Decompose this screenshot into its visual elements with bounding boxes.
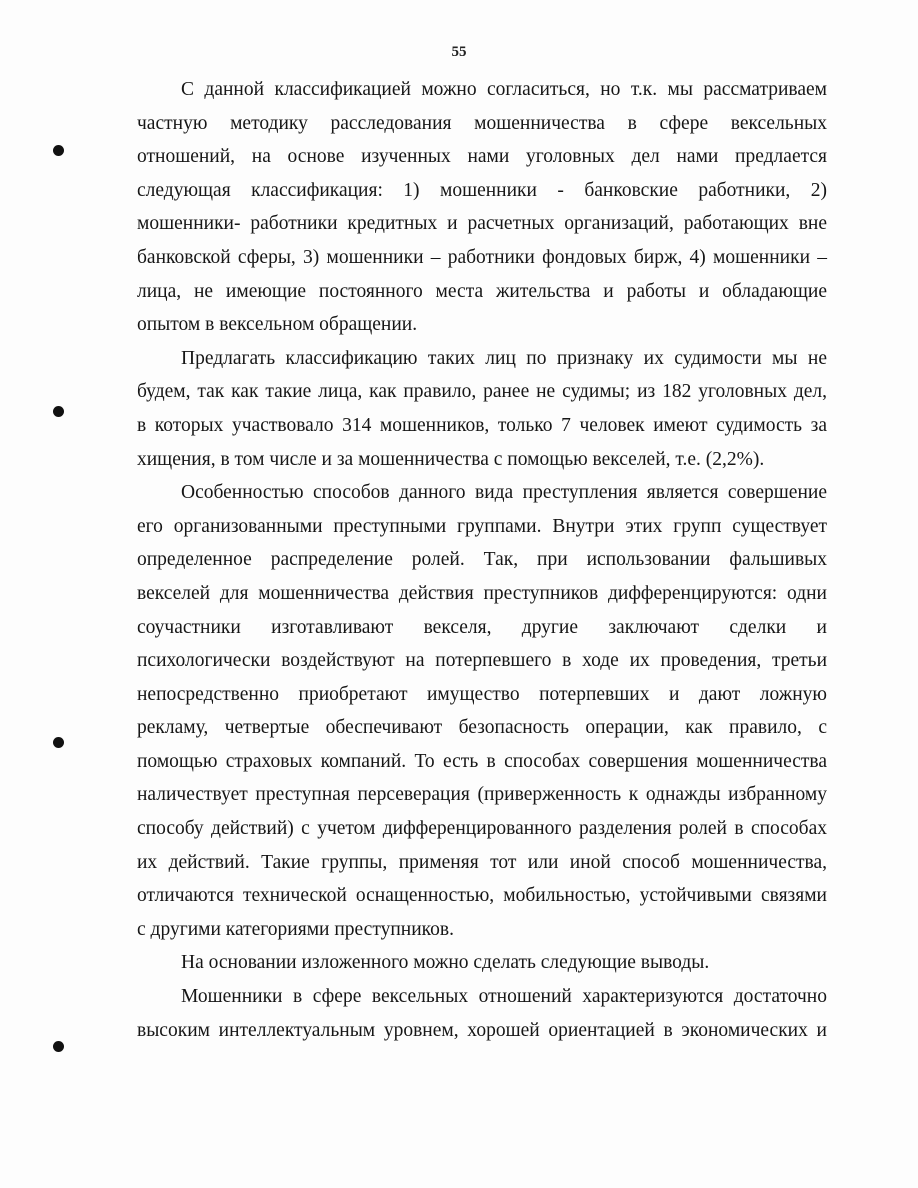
text-line: их действий. Такие группы, применяя тот или иной способ мошенничества, <box>137 851 827 873</box>
text-line: банковской сферы, 3) мошенники – работники фондовых бирж, 4) мошенники – <box>137 246 827 268</box>
text-line: способу действий) с учетом дифференцированного разделения ролей в способах <box>137 818 827 840</box>
text-line: помощью страховых компаний. То есть в способах совершения мошенничества <box>137 750 827 772</box>
text-line: психологически воздействуют на потерпевшего в ходе их проведения, третьи <box>137 650 827 672</box>
text-line: его организованными преступными группами. Внутри этих групп существует <box>137 515 827 537</box>
text-line: опытом в вексельном обращении. <box>137 314 418 336</box>
punch-hole-mark <box>53 737 64 748</box>
text-line: С данной классификацией можно согласиться, но т.к. мы рассматриваем <box>181 79 827 100</box>
text-line: лица, не имеющие постоянного места жительства и работы и обладающие <box>137 280 827 302</box>
text-line: с другими категориями преступников. <box>137 918 454 940</box>
text-line: рекламу, четвертые обеспечивают безопасность операции, как правило, с <box>137 717 827 739</box>
text-line: На основании изложенного можно сделать следующие выводы. <box>181 952 710 974</box>
text-line: Особенностью способов данного вида преступления является совершение <box>181 482 827 504</box>
text-line: следующая классификация: 1) мошенники - банковские работники, 2) <box>137 179 827 201</box>
punch-hole-mark <box>53 1041 64 1052</box>
text-line: будем, так как такие лица, как правило, ранее не судимы; из 182 уголовных дел, <box>137 381 827 403</box>
body-text <box>137 73 827 1047</box>
text-line: наличествует преступная персеверация (приверженность к однажды избранному <box>137 784 827 806</box>
text-line: отличаются технической оснащенностью, мобильностью, устойчивыми связями <box>137 885 827 907</box>
text-line: отношений, на основе изученных нами уголовных дел нами предлается <box>137 146 827 168</box>
text-line: Мошенники в сфере вексельных отношений характеризуются достаточно <box>181 986 827 1008</box>
text-line: соучастники изготавливают векселя, другие заключают сделки и <box>137 616 827 638</box>
punch-hole-mark <box>53 145 64 156</box>
text-line: частную методику расследования мошенничества в сфере вексельных <box>137 112 827 134</box>
text-line: хищения, в том числе и за мошенничества с помощью векселей, т.е. (2,2%). <box>137 448 765 470</box>
text-line: векселей для мошенничества действия преступников дифференцируются: одни <box>137 582 827 604</box>
punch-hole-mark <box>53 406 64 417</box>
page-number: 55 <box>451 44 467 60</box>
text-line: определенное распределение ролей. Так, при использовании фальшивых <box>137 549 827 571</box>
text-line: непосредственно приобретают имущество потерпевших и дают ложную <box>137 683 827 705</box>
text-line: высоким интеллектуальным уровнем, хорошей ориентацией в экономических и <box>137 1019 827 1041</box>
text-line: в которых участвовало 314 мошенников, только 7 человек имеют судимость за <box>137 414 827 436</box>
text-line: мошенники- работники кредитных и расчетных организаций, работающих вне <box>137 213 827 235</box>
text-line: Предлагать классификацию таких лиц по признаку их судимости мы не <box>181 347 827 369</box>
